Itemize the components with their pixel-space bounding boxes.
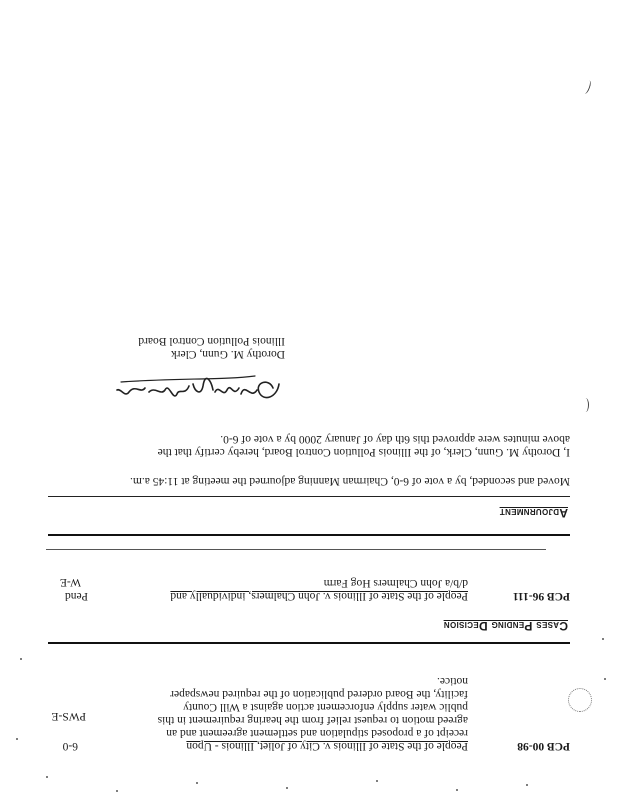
- case-caption: People of the State of Illinois v. John Chalmers, individually and: [170, 590, 468, 602]
- section-rule: [48, 642, 570, 644]
- scan-speck: [526, 784, 528, 786]
- handwritten-signature: [113, 364, 285, 412]
- case-number: PCB 96-111: [512, 590, 570, 602]
- certification-paragraph: [158, 432, 570, 458]
- signature-block: [138, 334, 285, 360]
- case-type: W-E: [59, 576, 81, 588]
- case-text-line: facility, the Board ordered publication of the required newspaper: [170, 688, 468, 700]
- hole-punch-mark: [568, 688, 592, 712]
- scan-speck: [602, 638, 604, 640]
- signatory-name: Dorothy M. Gunn, Clerk: [170, 348, 285, 360]
- section-heading: Cases Pending Decision: [443, 619, 568, 633]
- case-text-line: People of the State of Illinois v. City of Joliet, Illinois - Upon: [186, 740, 468, 752]
- certification-line: above minutes were approved this 6th day of January 2000 by a vote of 6-0.: [220, 433, 570, 445]
- case-text-line: receipt of a proposed stipulation and settlement agreement and an: [166, 727, 468, 739]
- signatory-organization: Illinois Pollution Control Board: [138, 335, 285, 347]
- case-caption-continued: d/b/a John Chalmers Hog Farm: [323, 577, 468, 589]
- scan-speck: [604, 678, 606, 680]
- scan-mark: [582, 79, 592, 94]
- section-rule: [48, 534, 570, 536]
- scan-speck: [46, 776, 48, 778]
- case-number: PCB 00-98: [517, 740, 570, 752]
- separator-rule: [46, 549, 546, 550]
- scan-speck: [456, 789, 458, 791]
- case-text-line: agreed motion to request relief from the hearing requirement in this: [157, 714, 468, 726]
- scan-speck: [16, 738, 18, 740]
- adjournment-paragraph: Moved and seconded, by a vote of 6-0, Chairman Manning adjourned the meeting at 11:45 a.m.: [130, 475, 570, 487]
- case-description: [170, 576, 468, 602]
- signature-drawing: [113, 364, 285, 412]
- scan-speck: [116, 790, 118, 792]
- scan-speck: [20, 658, 22, 660]
- section-rule: [48, 496, 570, 497]
- certification-line: I, Dorothy M. Gunn, Clerk, of the Illinois Pollution Control Board, hereby certify that the: [157, 446, 570, 458]
- case-type: PWS-E: [51, 710, 86, 722]
- case-vote: 6-0: [62, 740, 78, 752]
- case-description: [158, 674, 468, 752]
- case-status: Pend: [65, 590, 88, 602]
- scan-mark: [582, 398, 589, 412]
- scan-speck: [196, 782, 198, 784]
- case-text-line: notice.: [437, 675, 468, 687]
- case-text-line: public water supply enforcement action against a Will County: [183, 701, 468, 713]
- section-heading: Adjournment: [499, 506, 568, 520]
- scan-speck: [286, 787, 288, 789]
- scan-speck: [376, 780, 378, 782]
